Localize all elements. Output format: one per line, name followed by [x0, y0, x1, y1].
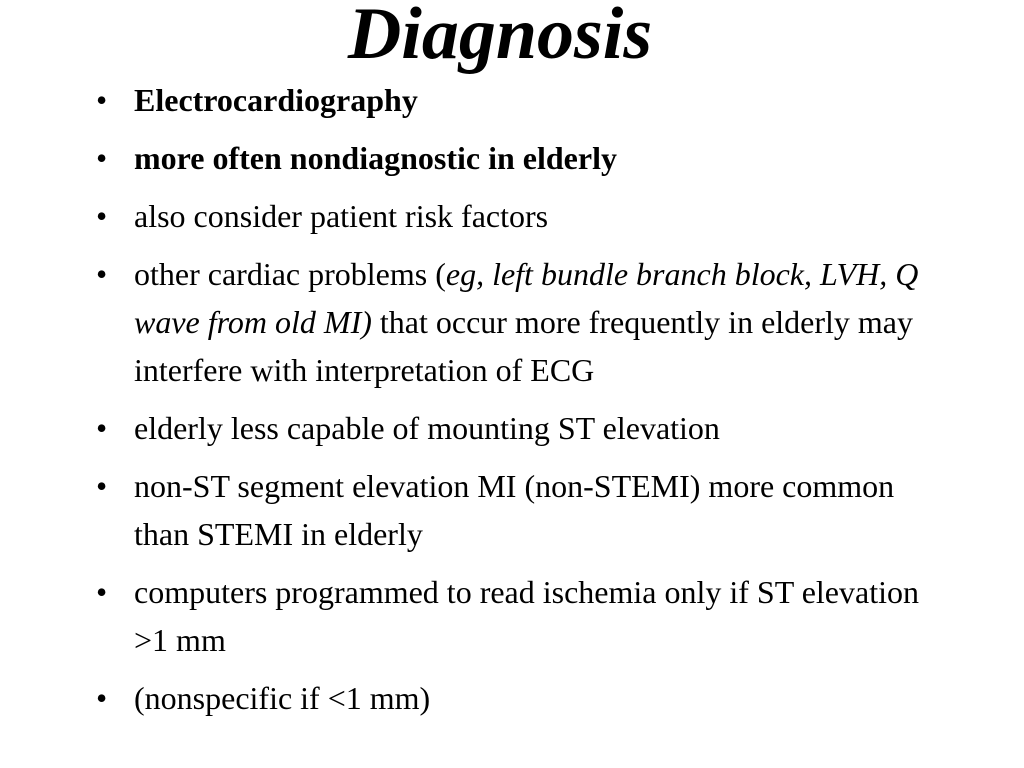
- bullet-marker: •: [96, 198, 108, 234]
- slide-title: Diagnosis: [347, 0, 653, 75]
- bullet-text: also consider patient risk factors: [134, 198, 549, 234]
- bullet-marker: •: [96, 680, 108, 716]
- bullet-text-end: that occur more frequently in elderly may interfere with interpretation of ECG: [134, 304, 913, 388]
- list-item: [96, 462, 956, 558]
- bullet-marker: •: [96, 468, 108, 504]
- list-item: [96, 404, 956, 452]
- bullet-marker: •: [96, 410, 108, 446]
- list-item: [96, 76, 956, 124]
- bullet-marker: •: [96, 140, 108, 176]
- list-item: [96, 192, 956, 240]
- bullet-marker: •: [96, 256, 108, 292]
- bullet-marker: •: [96, 82, 108, 118]
- bullet-text: Electrocardiography: [134, 82, 418, 118]
- bullet-list: [96, 76, 956, 732]
- bullet-text: (nonspecific if <1 mm): [134, 680, 431, 716]
- bullet-text: more often nondiagnostic in elderly: [134, 140, 617, 176]
- bullet-text-start: other cardiac problems (: [134, 256, 446, 292]
- bullet-text: non-ST segment elevation MI (non-STEMI) more common than STEMI in elderly: [134, 468, 895, 552]
- list-item: [96, 250, 956, 394]
- list-item: [96, 568, 956, 664]
- bullet-text: computers programmed to read ischemia only if ST elevation >1 mm: [134, 574, 919, 658]
- bullet-text-examples: eg, left bundle branch block, LVH, Q wave from old MI): [134, 256, 919, 340]
- bullet-marker: •: [96, 574, 108, 610]
- list-item: [96, 134, 956, 182]
- bullet-text: elderly less capable of mounting ST elevation: [134, 410, 720, 446]
- list-item: [96, 674, 956, 722]
